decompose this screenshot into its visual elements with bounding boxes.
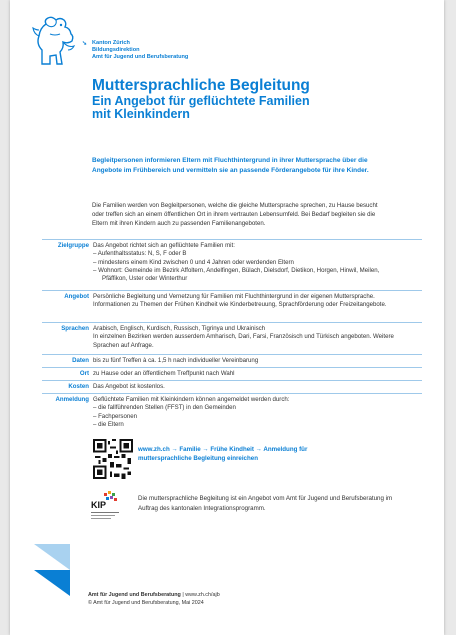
decorative-triangles-icon xyxy=(34,544,74,596)
row-value: bis zu fünf Treffen à ca. 1,5 h nach individueller Vereinbarung xyxy=(93,357,259,364)
link-line-1[interactable]: www.zh.ch → Familie → Frühe Kindheit → Anmeldung für xyxy=(138,446,308,453)
row-label: Anmeldung xyxy=(55,396,89,403)
arrow-icon: ➘ xyxy=(82,41,88,47)
kip-logo-icon xyxy=(86,487,134,529)
row-value: Das Angebot ist kostenlos. xyxy=(93,383,165,390)
row-label: Daten xyxy=(72,357,89,364)
row-bullet: – Wohnort: Gemeinde im Bezirk Affoltern, Andelfingen, Bülach, Dielsdorf, Dietikon, Horgen, Hinwil, Meilen, Pfäffikon, Uster oder Winterthur xyxy=(93,266,380,283)
row-bullet: – die fallführenden Stellen (FFST) in den Gemeinden xyxy=(93,404,236,412)
agency-directorate: Bildungsdirektion xyxy=(92,47,140,53)
row-line: Das Angebot richtet sich an geflüchtete Familien mit: xyxy=(93,242,235,249)
row-line: Arabisch, Englisch, Kurdisch, Russisch, Tigrinya und Ukrainisch xyxy=(93,325,266,332)
row-angebot xyxy=(42,290,422,309)
row-label: Ort xyxy=(79,370,89,377)
footer-copyright: © Amt für Jugend und Berufsberatung, Mai 2024 xyxy=(88,599,204,606)
footer-url[interactable]: | www.zh.ch/ajb xyxy=(180,592,220,598)
row-zielgruppe xyxy=(42,239,422,283)
row-sprachen xyxy=(42,322,422,349)
flyer-page xyxy=(10,0,444,635)
row-label: Kosten xyxy=(68,383,89,390)
agency-office: Amt für Jugend und Berufsberatung xyxy=(92,54,189,60)
row-kosten xyxy=(42,380,422,390)
row-line: In einzelnen Bezirken werden ausserdem Amharisch, Dari, Farsi, Französisch und Türkisch angeboten. Weitere Sprachen auf Anfrage. xyxy=(93,333,394,349)
row-value xyxy=(93,396,403,429)
row-label: Angebot xyxy=(64,293,89,300)
row-bullet: – die Eltern xyxy=(93,420,124,428)
registration-link[interactable] xyxy=(138,445,338,463)
qr-code-icon[interactable] xyxy=(93,439,133,479)
row-ort xyxy=(42,367,422,377)
footer-org: Amt für Jugend und Berufsberatung xyxy=(88,592,181,598)
zurich-lion-logo-icon xyxy=(30,14,78,68)
link-line-2[interactable]: muttersprachliche Begleitung einreichen xyxy=(138,455,258,462)
subtitle-line-1: Ein Angebot für geflüchtete Familien xyxy=(92,94,310,108)
row-bullet: – Aufenthaltsstatus: N, S, F oder B xyxy=(93,250,187,258)
footer-line-1 xyxy=(88,592,220,600)
row-daten xyxy=(42,354,422,364)
agency-canton: Kanton Zürich xyxy=(92,40,130,46)
lead-paragraph: Begleitpersonen informieren Eltern mit Fluchthintergrund in ihrer Muttersprache über die Angebote im Frühbereich und vermitteln sie an passende Förderangebote für ihre Kinder. xyxy=(92,157,369,174)
row-bullet: – Fachpersonen xyxy=(93,412,138,420)
row-value xyxy=(93,325,403,350)
svg-text:KIP: KIP xyxy=(91,500,107,510)
row-value: zu Hause oder an öffentlichem Treffpunkt nach Wahl xyxy=(93,370,235,377)
row-bullet: – mindestens einem Kind zwischen 0 und 4 Jahren oder werdenden Eltern xyxy=(93,258,294,266)
row-anmeldung xyxy=(42,393,422,428)
row-label: Zielgruppe xyxy=(57,242,89,249)
row-label: Sprachen xyxy=(61,325,89,332)
agency-block xyxy=(82,40,189,61)
row-value xyxy=(93,242,403,283)
row-line: Geflüchtete Familien mit Kleinkindern können angemeldet werden durch: xyxy=(93,396,290,403)
page-title: Muttersprachliche Begleitung xyxy=(92,77,310,94)
row-value: Persönliche Begleitung und Vernetzung für Familien mit Fluchthintergrund in der eigenen Muttersprache. Informationen zu Themen der Frühen Kindheit wie Kinderbetreuung, Sprachförderung oder Freizeitangebote. xyxy=(93,293,387,309)
footer xyxy=(88,592,220,607)
intro-paragraph: Die Familien werden von Begleitpersonen, welche die gleiche Muttersprache sprechen, zu Hause besucht oder treffen sich an einem öffentlichen Ort in ihrem vertrauten Lebensumfeld. Bei Bedarf begleiten sie die Eltern mit ihren Kindern auch zu passenden Familienangeboten. xyxy=(92,202,378,228)
subtitle-line-2: mit Kleinkindern xyxy=(92,106,190,121)
page-subtitle xyxy=(92,95,422,120)
kip-description: Die muttersprachliche Begleitung ist ein Angebot vom Amt für Jugend und Berufsberatung im Auftrag des kantonalen Integrationsprogramm. xyxy=(138,495,393,512)
